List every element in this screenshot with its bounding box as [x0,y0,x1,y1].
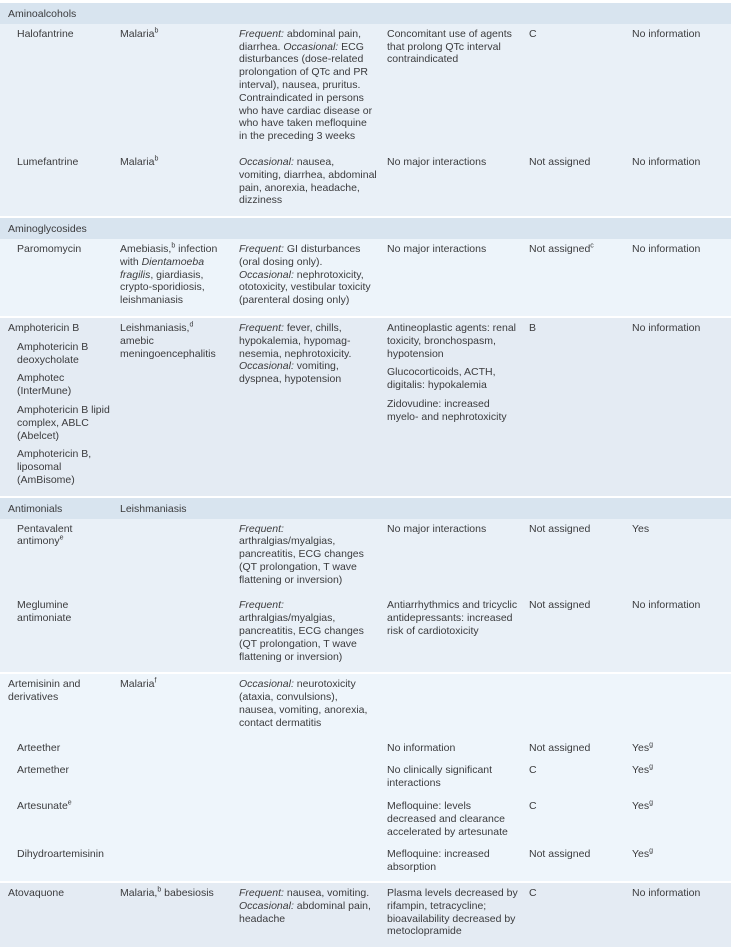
row-dihydroartemisinin [0,845,731,881]
indication-cell [120,799,239,838]
availability-cell: No information [632,887,701,900]
row-paromomycin [0,239,731,316]
interactions-cell: Antineoplastic agents: renal toxicity, bronchospasm, hypotension Glucocorticoids, ACTH, digitalis: hypokalemia Zidovudine: increased myelo- and nephrotoxicity [387,321,516,423]
interactions-cell: No information [387,741,456,754]
section-aminoglycosides [0,218,731,318]
row-arteether [0,739,731,762]
adverse-effects-cell: Frequent: nausea, vomiting. Occasional: abdominal pain, headache [239,887,371,925]
drug-cell: Paromomycin [17,242,82,255]
indication-cell: Malaria$^b$ [120,155,159,168]
pregnancy-category-cell: Not assigned$^c$ [529,242,594,255]
section-title: Aminoalcohols [8,8,77,20]
section-artemisinin [0,674,731,883]
availability-cell: No information [632,242,701,255]
indication-cell [120,763,239,790]
availability-cell: Yes$^g$ [632,847,654,861]
row-halofantrine [0,24,731,152]
drug-cell: Arteether [17,741,61,754]
row-artemisinin-group [0,674,731,738]
section-aminoalcohols [0,3,731,218]
adverse-effects-cell: Occasional: neurotoxicity (ataxia, convulsions), nausea, vomiting, anorexia, contact dermatitis [239,678,368,729]
section-antimonials [0,498,731,675]
indication-cell: Amebiasis,$^b$ infection with Dientamoeba fragilis, giardiasis, crypto-sporidiosis, leishmaniasis [120,242,218,307]
availability-cell: No information [632,27,701,40]
adverse-effects-cell: Frequent: GI disturbances (oral dosing only). Occasional: nephrotoxicity, ototoxicity, vestibular toxicity (parenteral dosing only) [239,242,371,307]
pregnancy-category-cell: Not assigned [529,599,591,612]
interactions-cell: Antiarrhythmics and tricyclic antidepressants: increased risk of cardiotoxicity [387,599,518,638]
indication-cell: Malaria$^f$ [120,677,157,691]
indication-cell [120,522,239,587]
section-indication [120,7,239,21]
availability-cell: Yes$^g$ [632,799,654,813]
interactions-cell: No clinically significant interactions [387,764,493,790]
adverse-effects-cell: Frequent: abdominal pain, diarrhea. Occasional: ECG disturbances (dose-related prolongation of QTc and PR interval), nausea, pruritus. Contraindicated in persons who have cardiac disease or who have taken mefloquine in the preceding 3 weeks [239,27,373,143]
drug-cell: Amphotericin B Amphotericin B deoxycholate Amphotec (InterMune) Amphotericin B lipid complex, ABLC (Abelcet) Amphotericin B, liposomal (AmBisome) [8,321,110,486]
interactions-cell: Mefloquine: increased absorption [387,848,490,874]
interactions-cell [387,677,529,729]
pregnancy-category-cell: C [529,764,537,777]
pregnancy-category-cell: B [529,321,537,334]
row-amphotericin-b [0,318,731,496]
pregnancy-category-cell: Not assigned [529,155,591,168]
row-pentavalent-antimony [0,519,731,596]
section-header-row [0,3,731,24]
availability-cell: Yes$^g$ [632,763,654,777]
section-atovaquone [0,883,731,949]
indication-cell [120,598,239,663]
drug-cell: Dihydroartemisinin [17,848,104,861]
adverse-effects-cell: Frequent: arthralgias/myalgias, pancreatitis, ECG changes (QT prolongation, T wave flattening or inversion) [239,522,364,586]
pregnancy-category-cell: Not assigned [529,522,591,535]
section-amphotericin-b [0,318,731,498]
availability-cell: Yes [632,522,650,535]
adverse-effects-cell: Occasional: nausea, vomiting, diarrhea, abdominal pain, anorexia, headache, dizziness [239,155,377,207]
section-title: Antimonials [8,502,63,515]
availability-cell: No information [632,599,701,612]
drug-cell: Halofantrine [17,27,74,40]
availability-cell: No information [632,321,701,334]
row-artesunate [0,797,731,845]
section-indication: Leishmaniasis [120,502,187,515]
interactions-cell: Plasma levels decreased by rifampin, tetracycline; bioavailability decreased by metoclopramide [387,887,518,938]
interactions-cell: No major interactions [387,155,487,168]
pregnancy-category-cell: Not assigned [529,741,591,754]
pregnancy-category-cell: C [529,800,537,813]
drug-cell: Pentavalent antimony$^e$ [17,522,73,548]
pregnancy-category-cell: C [529,887,537,900]
interactions-cell: Mefloquine: levels decreased and clearance accelerated by artesunate [387,800,508,838]
row-meglumine-antimoniate [0,595,731,672]
adverse-effects-cell [239,741,387,755]
section-header-row [0,498,731,519]
indication-cell: Malaria$^b$ [120,27,159,40]
indication-cell [120,741,239,755]
pregnancy-category-cell: Not assigned [529,848,591,861]
drug-cell: Artemether [17,764,69,777]
adverse-effects-cell: Frequent: arthralgias/myalgias, pancreatitis, ECG changes (QT prolongation, T wave flattening or inversion) [239,599,364,663]
pregnancy-category-cell: C [529,27,537,40]
interactions-cell: No major interactions [387,522,487,535]
row-artemether [0,761,731,797]
indication-cell: Leishmaniasis,$^d$ amebic meningoencephalitis [120,321,216,360]
adverse-effects-cell: Frequent: fever, chills, hypokalemia, hypomag-nesemia, nephrotoxicity. Occasional: vomiting, dyspnea, hypotension [239,321,352,386]
interactions-cell: Concomitant use of agents that prolong QTc interval contraindicated [387,27,512,66]
section-indication [120,222,239,236]
indication-cell [120,847,239,874]
adverse-effects-cell [239,847,387,874]
drug-cell: Meglumine antimoniate [17,599,72,625]
availability-cell: No information [632,155,701,168]
interactions-cell: No major interactions [387,242,487,255]
row-atovaquone [0,883,731,947]
drug-cell: Lumefantrine [17,155,79,168]
section-header-row [0,218,731,239]
drug-cell: Atovaquone [8,887,65,900]
drug-cell: Artemisinin and derivatives [8,678,81,704]
availability-cell [632,677,731,729]
adverse-effects-cell [239,799,387,838]
drug-cell: Artesunate$^e$ [17,799,72,813]
pregnancy-category-cell [529,677,632,729]
availability-cell: Yes$^g$ [632,741,654,754]
adverse-effects-cell [239,763,387,790]
row-lumefantrine [0,152,731,216]
section-title: Aminoglycosides [8,223,87,236]
indication-cell: Malaria,$^b$ babesiosis [120,886,214,900]
